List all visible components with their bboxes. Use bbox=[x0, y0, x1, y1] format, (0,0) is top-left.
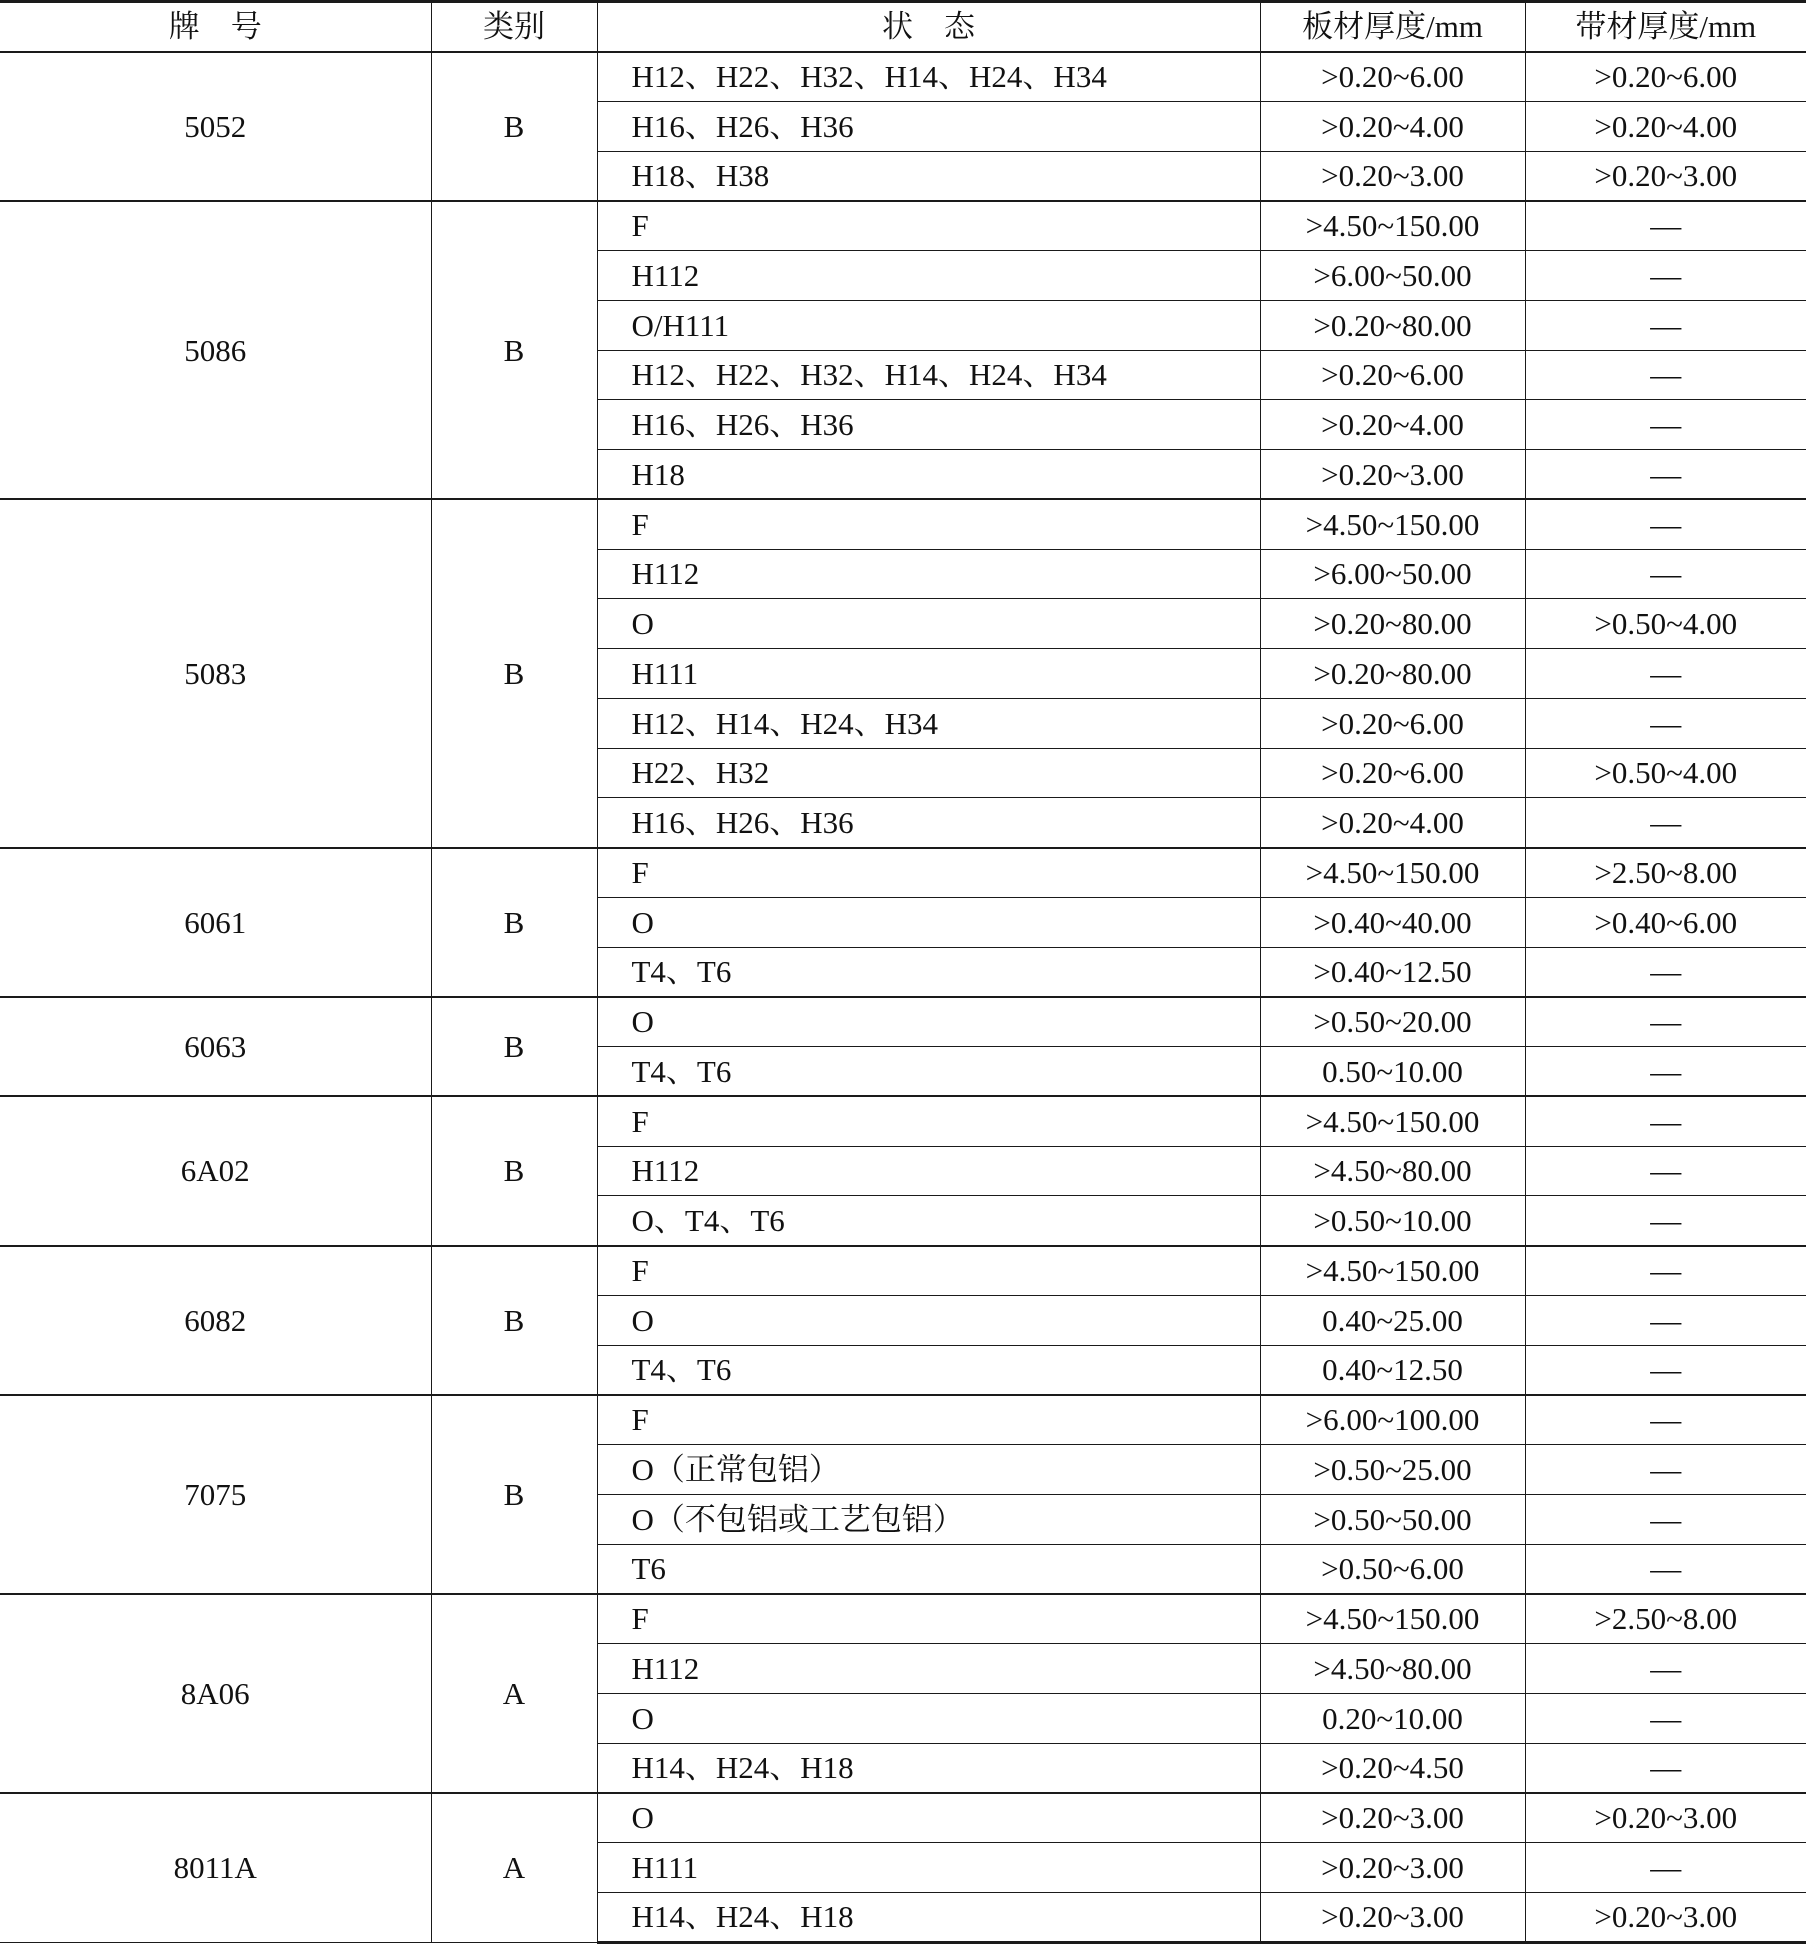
plate-thickness-cell: >4.50~150.00 bbox=[1260, 848, 1525, 898]
plate-thickness-cell: >0.20~4.00 bbox=[1260, 798, 1525, 848]
state-cell: H111 bbox=[597, 1843, 1260, 1893]
grade-cell: 6082 bbox=[0, 1246, 431, 1395]
plate-thickness-cell: >4.50~80.00 bbox=[1260, 1644, 1525, 1694]
strip-thickness-cell: — bbox=[1525, 1096, 1806, 1146]
state-cell: O、T4、T6 bbox=[597, 1196, 1260, 1246]
plate-thickness-cell: >0.20~3.00 bbox=[1260, 151, 1525, 201]
state-cell: H18、H38 bbox=[597, 151, 1260, 201]
strip-thickness-cell: — bbox=[1525, 1345, 1806, 1395]
grade-cell: 6063 bbox=[0, 997, 431, 1097]
plate-thickness-cell: 0.20~10.00 bbox=[1260, 1693, 1525, 1743]
state-cell: H112 bbox=[597, 1644, 1260, 1694]
state-cell: F bbox=[597, 1594, 1260, 1644]
strip-thickness-cell: — bbox=[1525, 1693, 1806, 1743]
table-body bbox=[0, 52, 1806, 1943]
strip-thickness-cell: >0.40~6.00 bbox=[1525, 897, 1806, 947]
plate-thickness-cell: >4.50~150.00 bbox=[1260, 1096, 1525, 1146]
plate-thickness-cell: >0.20~3.00 bbox=[1260, 450, 1525, 500]
header-row bbox=[0, 2, 1806, 52]
grade-cell: 8011A bbox=[0, 1793, 431, 1942]
strip-thickness-cell: — bbox=[1525, 1196, 1806, 1246]
header-category: 类别 bbox=[431, 2, 597, 52]
strip-thickness-cell: — bbox=[1525, 1494, 1806, 1544]
grade-cell: 6061 bbox=[0, 848, 431, 997]
plate-thickness-cell: >4.50~80.00 bbox=[1260, 1146, 1525, 1196]
grade-cell: 5086 bbox=[0, 201, 431, 500]
table-row bbox=[0, 1246, 1806, 1296]
strip-thickness-cell: >0.20~4.00 bbox=[1525, 101, 1806, 151]
state-cell: O bbox=[597, 1693, 1260, 1743]
plate-thickness-cell: >0.20~3.00 bbox=[1260, 1793, 1525, 1843]
plate-thickness-cell: >0.20~6.00 bbox=[1260, 748, 1525, 798]
strip-thickness-cell: — bbox=[1525, 798, 1806, 848]
category-cell: B bbox=[431, 1395, 597, 1594]
strip-thickness-cell: — bbox=[1525, 947, 1806, 997]
state-cell: F bbox=[597, 848, 1260, 898]
table-row bbox=[0, 201, 1806, 251]
strip-thickness-cell: >2.50~8.00 bbox=[1525, 848, 1806, 898]
plate-thickness-cell: >0.20~4.50 bbox=[1260, 1743, 1525, 1793]
state-cell: H16、H26、H36 bbox=[597, 400, 1260, 450]
strip-thickness-cell: — bbox=[1525, 549, 1806, 599]
strip-thickness-cell: — bbox=[1525, 350, 1806, 400]
state-cell: F bbox=[597, 1395, 1260, 1445]
plate-thickness-cell: >0.20~6.00 bbox=[1260, 350, 1525, 400]
plate-thickness-cell: >0.40~12.50 bbox=[1260, 947, 1525, 997]
category-cell: B bbox=[431, 499, 597, 847]
table-row bbox=[0, 997, 1806, 1047]
table-row bbox=[0, 1594, 1806, 1644]
table-row bbox=[0, 848, 1806, 898]
state-cell: F bbox=[597, 201, 1260, 251]
category-cell: A bbox=[431, 1594, 597, 1793]
strip-thickness-cell: — bbox=[1525, 1047, 1806, 1097]
plate-thickness-cell: >0.20~3.00 bbox=[1260, 1843, 1525, 1893]
state-cell: F bbox=[597, 1096, 1260, 1146]
strip-thickness-cell: — bbox=[1525, 1295, 1806, 1345]
strip-thickness-cell: — bbox=[1525, 251, 1806, 301]
state-cell: O bbox=[597, 599, 1260, 649]
state-cell: H14、H24、H18 bbox=[597, 1892, 1260, 1942]
plate-thickness-cell: >0.20~3.00 bbox=[1260, 1892, 1525, 1942]
table-header bbox=[0, 2, 1806, 52]
table-row bbox=[0, 1395, 1806, 1445]
grade-cell: 6A02 bbox=[0, 1096, 431, 1245]
state-cell: H22、H32 bbox=[597, 748, 1260, 798]
category-cell: B bbox=[431, 997, 597, 1097]
strip-thickness-cell: — bbox=[1525, 1544, 1806, 1594]
plate-thickness-cell: >4.50~150.00 bbox=[1260, 1246, 1525, 1296]
grade-cell: 5083 bbox=[0, 499, 431, 847]
plate-thickness-cell: >0.50~25.00 bbox=[1260, 1445, 1525, 1495]
state-cell: H112 bbox=[597, 1146, 1260, 1196]
strip-thickness-cell: — bbox=[1525, 450, 1806, 500]
plate-thickness-cell: >4.50~150.00 bbox=[1260, 1594, 1525, 1644]
table-row bbox=[0, 1793, 1806, 1843]
state-cell: H16、H26、H36 bbox=[597, 798, 1260, 848]
header-strip-thickness: 带材厚度/mm bbox=[1525, 2, 1806, 52]
plate-thickness-cell: >6.00~50.00 bbox=[1260, 549, 1525, 599]
strip-thickness-cell: — bbox=[1525, 698, 1806, 748]
plate-thickness-cell: >0.20~6.00 bbox=[1260, 52, 1525, 102]
state-cell: H12、H22、H32、H14、H24、H34 bbox=[597, 52, 1260, 102]
state-cell: O bbox=[597, 897, 1260, 947]
state-cell: F bbox=[597, 1246, 1260, 1296]
plate-thickness-cell: >0.20~80.00 bbox=[1260, 599, 1525, 649]
plate-thickness-cell: 0.40~25.00 bbox=[1260, 1295, 1525, 1345]
strip-thickness-cell: >0.20~3.00 bbox=[1525, 1892, 1806, 1942]
state-cell: O bbox=[597, 997, 1260, 1047]
state-cell: H112 bbox=[597, 549, 1260, 599]
plate-thickness-cell: >6.00~50.00 bbox=[1260, 251, 1525, 301]
plate-thickness-cell: >0.50~50.00 bbox=[1260, 1494, 1525, 1544]
state-cell: T4、T6 bbox=[597, 1345, 1260, 1395]
plate-thickness-cell: >0.50~20.00 bbox=[1260, 997, 1525, 1047]
plate-thickness-cell: >0.50~10.00 bbox=[1260, 1196, 1525, 1246]
table-row bbox=[0, 52, 1806, 102]
state-cell: O（不包铝或工艺包铝） bbox=[597, 1494, 1260, 1544]
strip-thickness-cell: — bbox=[1525, 1644, 1806, 1694]
state-cell: H111 bbox=[597, 649, 1260, 699]
state-cell: O（正常包铝） bbox=[597, 1445, 1260, 1495]
state-cell: H12、H14、H24、H34 bbox=[597, 698, 1260, 748]
state-cell: H12、H22、H32、H14、H24、H34 bbox=[597, 350, 1260, 400]
category-cell: B bbox=[431, 52, 597, 201]
plate-thickness-cell: >0.20~80.00 bbox=[1260, 300, 1525, 350]
grade-cell: 7075 bbox=[0, 1395, 431, 1594]
state-cell: H16、H26、H36 bbox=[597, 101, 1260, 151]
plate-thickness-cell: >6.00~100.00 bbox=[1260, 1395, 1525, 1445]
strip-thickness-cell: — bbox=[1525, 1843, 1806, 1893]
plate-thickness-cell: >4.50~150.00 bbox=[1260, 201, 1525, 251]
strip-thickness-cell: — bbox=[1525, 649, 1806, 699]
state-cell: T4、T6 bbox=[597, 947, 1260, 997]
table-row bbox=[0, 1096, 1806, 1146]
header-plate-thickness: 板材厚度/mm bbox=[1260, 2, 1525, 52]
table-row bbox=[0, 499, 1806, 549]
strip-thickness-cell: — bbox=[1525, 201, 1806, 251]
strip-thickness-cell: — bbox=[1525, 1246, 1806, 1296]
strip-thickness-cell: — bbox=[1525, 400, 1806, 450]
strip-thickness-cell: >2.50~8.00 bbox=[1525, 1594, 1806, 1644]
plate-thickness-cell: >0.20~80.00 bbox=[1260, 649, 1525, 699]
plate-thickness-cell: >0.20~4.00 bbox=[1260, 101, 1525, 151]
state-cell: T4、T6 bbox=[597, 1047, 1260, 1097]
state-cell: O bbox=[597, 1295, 1260, 1345]
strip-thickness-cell: — bbox=[1525, 997, 1806, 1047]
state-cell: O/H111 bbox=[597, 300, 1260, 350]
plate-thickness-cell: >0.50~6.00 bbox=[1260, 1544, 1525, 1594]
strip-thickness-cell: — bbox=[1525, 1743, 1806, 1793]
plate-thickness-cell: >4.50~150.00 bbox=[1260, 499, 1525, 549]
grade-cell: 8A06 bbox=[0, 1594, 431, 1793]
category-cell: A bbox=[431, 1793, 597, 1942]
strip-thickness-cell: — bbox=[1525, 499, 1806, 549]
state-cell: T6 bbox=[597, 1544, 1260, 1594]
plate-thickness-cell: >0.20~4.00 bbox=[1260, 400, 1525, 450]
state-cell: O bbox=[597, 1793, 1260, 1843]
strip-thickness-cell: — bbox=[1525, 1395, 1806, 1445]
strip-thickness-cell: >0.50~4.00 bbox=[1525, 599, 1806, 649]
category-cell: B bbox=[431, 201, 597, 500]
plate-thickness-cell: 0.40~12.50 bbox=[1260, 1345, 1525, 1395]
plate-thickness-cell: >0.40~40.00 bbox=[1260, 897, 1525, 947]
state-cell: H112 bbox=[597, 251, 1260, 301]
strip-thickness-cell: >0.20~3.00 bbox=[1525, 151, 1806, 201]
strip-thickness-cell: — bbox=[1525, 300, 1806, 350]
strip-thickness-cell: >0.50~4.00 bbox=[1525, 748, 1806, 798]
state-cell: H14、H24、H18 bbox=[597, 1743, 1260, 1793]
header-grade: 牌 号 bbox=[0, 2, 431, 52]
strip-thickness-cell: — bbox=[1525, 1146, 1806, 1196]
plate-thickness-cell: >0.20~6.00 bbox=[1260, 698, 1525, 748]
plate-thickness-cell: 0.50~10.00 bbox=[1260, 1047, 1525, 1097]
state-cell: F bbox=[597, 499, 1260, 549]
category-cell: B bbox=[431, 1096, 597, 1245]
strip-thickness-cell: >0.20~3.00 bbox=[1525, 1793, 1806, 1843]
category-cell: B bbox=[431, 848, 597, 997]
strip-thickness-cell: >0.20~6.00 bbox=[1525, 52, 1806, 102]
grade-cell: 5052 bbox=[0, 52, 431, 201]
category-cell: B bbox=[431, 1246, 597, 1395]
state-cell: H18 bbox=[597, 450, 1260, 500]
header-state: 状 态 bbox=[597, 2, 1260, 52]
strip-thickness-cell: — bbox=[1525, 1445, 1806, 1495]
